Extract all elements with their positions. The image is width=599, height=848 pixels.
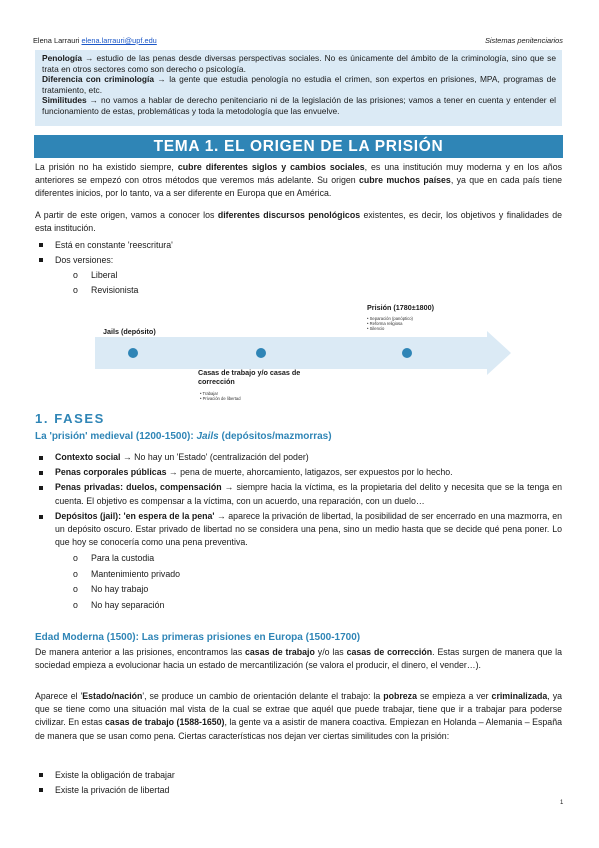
- header-author: Elena Larrauri: [33, 36, 80, 45]
- p4-text-4: , ya que se tiene como una situación mal vista de la cual se extrae que aquél que puede trabajar, tiene que ir a trabajar para poderse civilizar. En estas: [35, 691, 563, 728]
- timeline-label-jails: Jails (depósito): [103, 327, 156, 336]
- bullet-list-1: [35, 238, 562, 298]
- p3-text-2: y/o las: [314, 647, 347, 657]
- intro-box: [35, 50, 562, 126]
- p3-bold-2: casas de corrección: [346, 647, 433, 657]
- intro-similitudes-text: → no vamos a hablar de derecho penitenciario ni de la legislación de las prisiones; vamos a tener en cuenta y entender el funcionamiento de estas, problemáticas y toda la metodología que las envuelve.: [42, 95, 556, 116]
- list-item: Está en constante 'reescritura': [35, 238, 562, 253]
- item-text: → siempre hacia la víctima, es la propietaria del delito y necesita que se la tenga en cuenta. El objetivo es compensar a la víctima, con un acuerdo, una reparación, con un duelo…: [55, 482, 562, 506]
- header-author-line: [33, 36, 157, 45]
- timeline-label-prision: Prisión (1780±1800): [367, 303, 435, 312]
- para2-bold-1: diferentes discursos penológicos: [217, 210, 361, 220]
- timeline-label-casas: Casas de trabajo y/o casas de corrección: [198, 368, 301, 386]
- para1-bold-1: cubre diferentes siglos y cambios sociales: [177, 162, 365, 172]
- page-header: [33, 36, 563, 46]
- term-similitudes: Similitudes: [42, 95, 87, 106]
- intro-diferencia-text: → la gente que estudia penología no estudia el crimen, son expertos en prisiones, MPA, programas de tratamiento, etc.: [42, 74, 556, 95]
- p3-text-1: De manera anterior a las prisiones, encontramos las: [35, 647, 246, 657]
- paragraph-origen: [35, 161, 562, 201]
- paragraph-estado: [35, 690, 562, 743]
- list-item: [35, 451, 562, 464]
- subheading-edad-moderna: Edad Moderna (1500): Las primeras prisiones en Europa (1500-1700): [35, 632, 361, 643]
- paragraph-discursos: [35, 209, 562, 235]
- list-subitem: o No hay separación: [35, 598, 562, 614]
- intro-penologia: [42, 53, 556, 74]
- intro-penologia-text: → estudio de las penas desde diversas perspectivas sociales. No es únicamente del ámbito de la criminología, sino que se trata en otros sectores como son derecho o psicología.: [42, 53, 556, 74]
- timeline-casas-item: • Privación de libertad: [200, 396, 241, 402]
- bullet-list-medieval: [35, 451, 562, 613]
- list-item: [35, 510, 562, 550]
- timeline-prision-item: • Silencio: [367, 326, 385, 332]
- header-email-link[interactable]: elena.larrauri@upf.edu: [81, 36, 157, 45]
- timeline-dot-casas: [256, 348, 266, 358]
- list-item: Dos versiones:: [35, 253, 562, 268]
- list-item: Existe la obligación de trabajar: [35, 768, 562, 783]
- timeline-prision-item: • Separación (panóptico): [367, 316, 413, 321]
- para1-text-3: , ya que en cada país tiene diferentes inicios, por lo tanto, va a ser diferente en Europa que en América.: [35, 175, 562, 199]
- list-item: Existe la privación de libertad: [35, 783, 562, 798]
- p4-bold-4: casas de trabajo (1588-1650): [105, 717, 225, 728]
- list-subitem: o Liberal: [35, 268, 562, 283]
- item-text: → No hay un 'Estado' (centralización del poder): [120, 452, 309, 462]
- para1-text-2: , es una institución muy moderna y en los años anteriores se empezó con otros métodos que veremos más adelante. Su origen: [35, 162, 562, 186]
- section-heading-fases: 1. FASES: [35, 411, 105, 426]
- list-subitem: o Mantenimiento privado: [35, 567, 562, 583]
- p4-bold-2: pobreza: [383, 691, 417, 701]
- subheading-medieval-italic: Jails: [196, 431, 219, 442]
- item-bold: Penas corporales públicas: [55, 467, 167, 478]
- item-bold: Depósitos (jail): 'en espera de la pena': [55, 510, 215, 521]
- p4-bold-1: Estado/nación: [82, 691, 143, 701]
- list-subitem: o Revisionista: [35, 283, 562, 298]
- bullet-list-similitudes: [35, 768, 562, 798]
- chapter-title: TEMA 1. EL ORIGEN DE LA PRISIÓN: [34, 135, 563, 158]
- item-text: → aparece la privación de libertad, la posibilidad de ser encerrado en una mazmorra, en un depósito oscuro. Estar privado de libertad no se considera una pena, sino un medio hasta que se decide qué pena poner. Lo que hoy se conocería como una pena preventiva.: [55, 510, 562, 548]
- list-item: [35, 481, 562, 507]
- timeline-prision-item: • Reforma religiosa: [367, 321, 403, 327]
- p4-text-5: , la gente va a asistir de manera coactiva. Empiezan en Holanda – Alemania – España de manera que se usan como pena. Ciertas características nos dejan ver ciertas similitudes con la prisión:: [35, 717, 562, 741]
- timeline-casas-item: • Trabajar: [200, 391, 218, 396]
- list-subitem: o No hay trabajo: [35, 582, 562, 598]
- timeline-dot-prision: [402, 348, 412, 358]
- p4-text-2: ', se produce un cambio de orientación delante el trabajo: la: [142, 691, 384, 701]
- item-text: → pena de muerte, ahorcamiento, latigazos, ser expuestos por lo hecho.: [166, 467, 453, 478]
- page-number: 1: [560, 800, 564, 806]
- para2-text-2: existentes, es decir, los objetivos y finalidades de esta institución.: [35, 210, 563, 234]
- timeline-diagram: [95, 298, 515, 413]
- intro-diferencia: [42, 74, 556, 95]
- list-item: [35, 466, 562, 479]
- term-diferencia: Diferencia con criminología: [42, 74, 155, 85]
- p3-bold-1: casas de trabajo: [245, 647, 315, 657]
- p4-bold-3: criminalizada: [491, 691, 548, 701]
- para1-text-1: La prisión no ha existido siempre,: [35, 162, 178, 172]
- subheading-medieval-post: (depósitos/mazmorras): [218, 431, 332, 442]
- header-subject: Sistemas penitenciarios: [484, 36, 563, 45]
- timeline-casas-items: [200, 391, 241, 401]
- timeline-arrow: [95, 298, 515, 413]
- timeline-dot-jails: [128, 348, 138, 358]
- para2-text-1: A partir de este origen, vamos a conocer los: [35, 210, 218, 220]
- timeline-prision-items: [367, 316, 413, 332]
- paragraph-casas: [35, 646, 562, 672]
- para1-bold-2: cubre muchos países: [359, 175, 451, 186]
- p4-text-1: Aparece el ': [35, 691, 83, 701]
- p4-text-3: se empieza a ver: [416, 691, 492, 701]
- list-subitem: o Para la custodia: [35, 551, 562, 567]
- item-bold: Contexto social: [55, 452, 121, 462]
- intro-similitudes: [42, 95, 556, 116]
- p3-text-3: . Estas surgen de manera que la sociedad empieza a evolucionar hacia un estado de mercantilización (se valora el producir, el dinero, el vender…).: [35, 647, 562, 671]
- subheading-medieval: [35, 431, 332, 442]
- subheading-medieval-pre: La 'prisión' medieval (1200-1500):: [35, 431, 197, 442]
- term-penologia: Penología: [42, 53, 83, 63]
- item-bold: Penas privadas: duelos, compensación: [55, 482, 222, 493]
